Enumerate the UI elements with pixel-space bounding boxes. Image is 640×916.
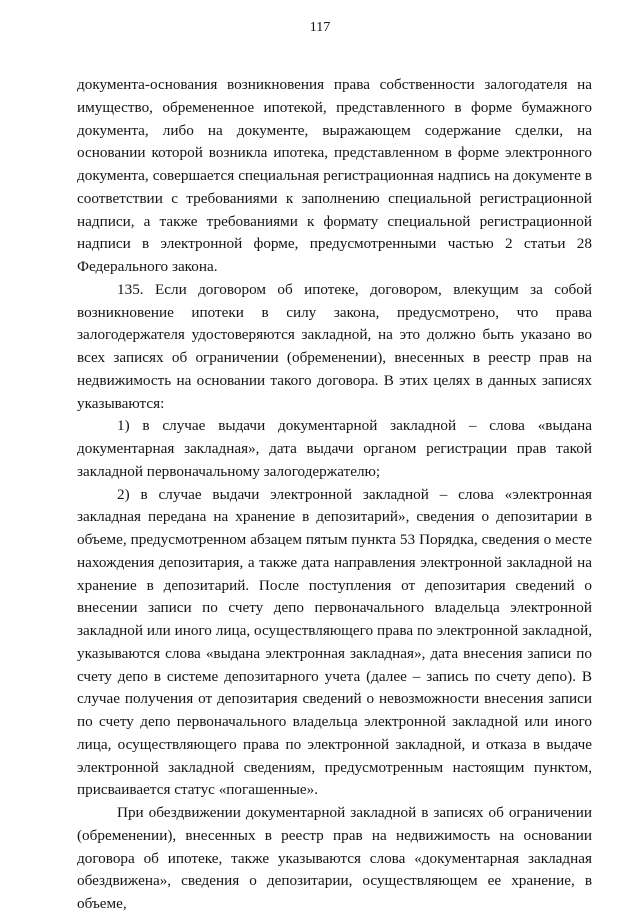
page-number: 117 bbox=[309, 20, 331, 35]
paragraph-immobilization: При обездвижении документарной закладной в записях об ограничении (обременении), внесенных в реестр прав на недвижимость на основании договора об ипотеке, также указываются слова «документарная закладная обездвижена», сведения о депозитарии, осуществляющем ее хранение, в объеме, bbox=[77, 804, 592, 912]
paragraph-continuation: документа-основания возникновения права собственности залогодателя на имущество, обремененное ипотекой, представленного в форме бумажного документа, либо на документе, выражающем содержание сделки, на основании которой возникла ипотека, представленном в форме электронного документа, совершается специальная регистрационная надпись на документе в соответствии с требованиями к заполнению специальной регистрационной надписи, а также требованиями к формату специальной регистрационной надписи в электронной форме, предусмотренными частью 2 статьи 28 Федерального закона. bbox=[77, 76, 592, 275]
document-body bbox=[77, 74, 592, 916]
paragraph-item-1: 1) в случае выдачи документарной закладной – слова «выдана документарная закладная», дата выдачи органом регистрации прав такой закладной первоначальному залогодержателю; bbox=[77, 417, 592, 480]
paragraph-item-2: 2) в случае выдачи электронной закладной – слова «электронная закладная передана на хранение в депозитарий», сведения о депозитарии в объеме, предусмотренном абзацем пятым пункта 53 Порядка, сведения о месте нахождения депозитария, а также дата направления электронной закладной на хранение в депозитарий. После поступления от депозитария сведений о внесении записи по счету депо первоначального владельца электронной закладной или иного лица, осуществляющего права по электронной закладной, указываются слова «выдана электронная закладная», дата внесения записи по счету депо в системе депозитарного учета (далее – запись по счету депо). В случае получения от депозитария сведений о невозможности внесения записи по счету депо первоначального владельца электронной закладной или иного лица, осуществляющего права по электронной закладной, и отказа в выдаче электронной закладной сведениям, предусмотренным настоящим пунктом, присваивается статус «погашенные». bbox=[77, 485, 592, 799]
paragraph-clause-135: 135. Если договором об ипотеке, договором, влекущим за собой возникновение ипотеки в силу закона, предусмотрено, что права залогодержателя удостоверяются закладной, на это должно быть указано во всех записях об ограничении (обременении), внесенных в реестр прав на недвижимость на основании такого договора. В этих целях в данных записях указываются: bbox=[77, 280, 592, 412]
